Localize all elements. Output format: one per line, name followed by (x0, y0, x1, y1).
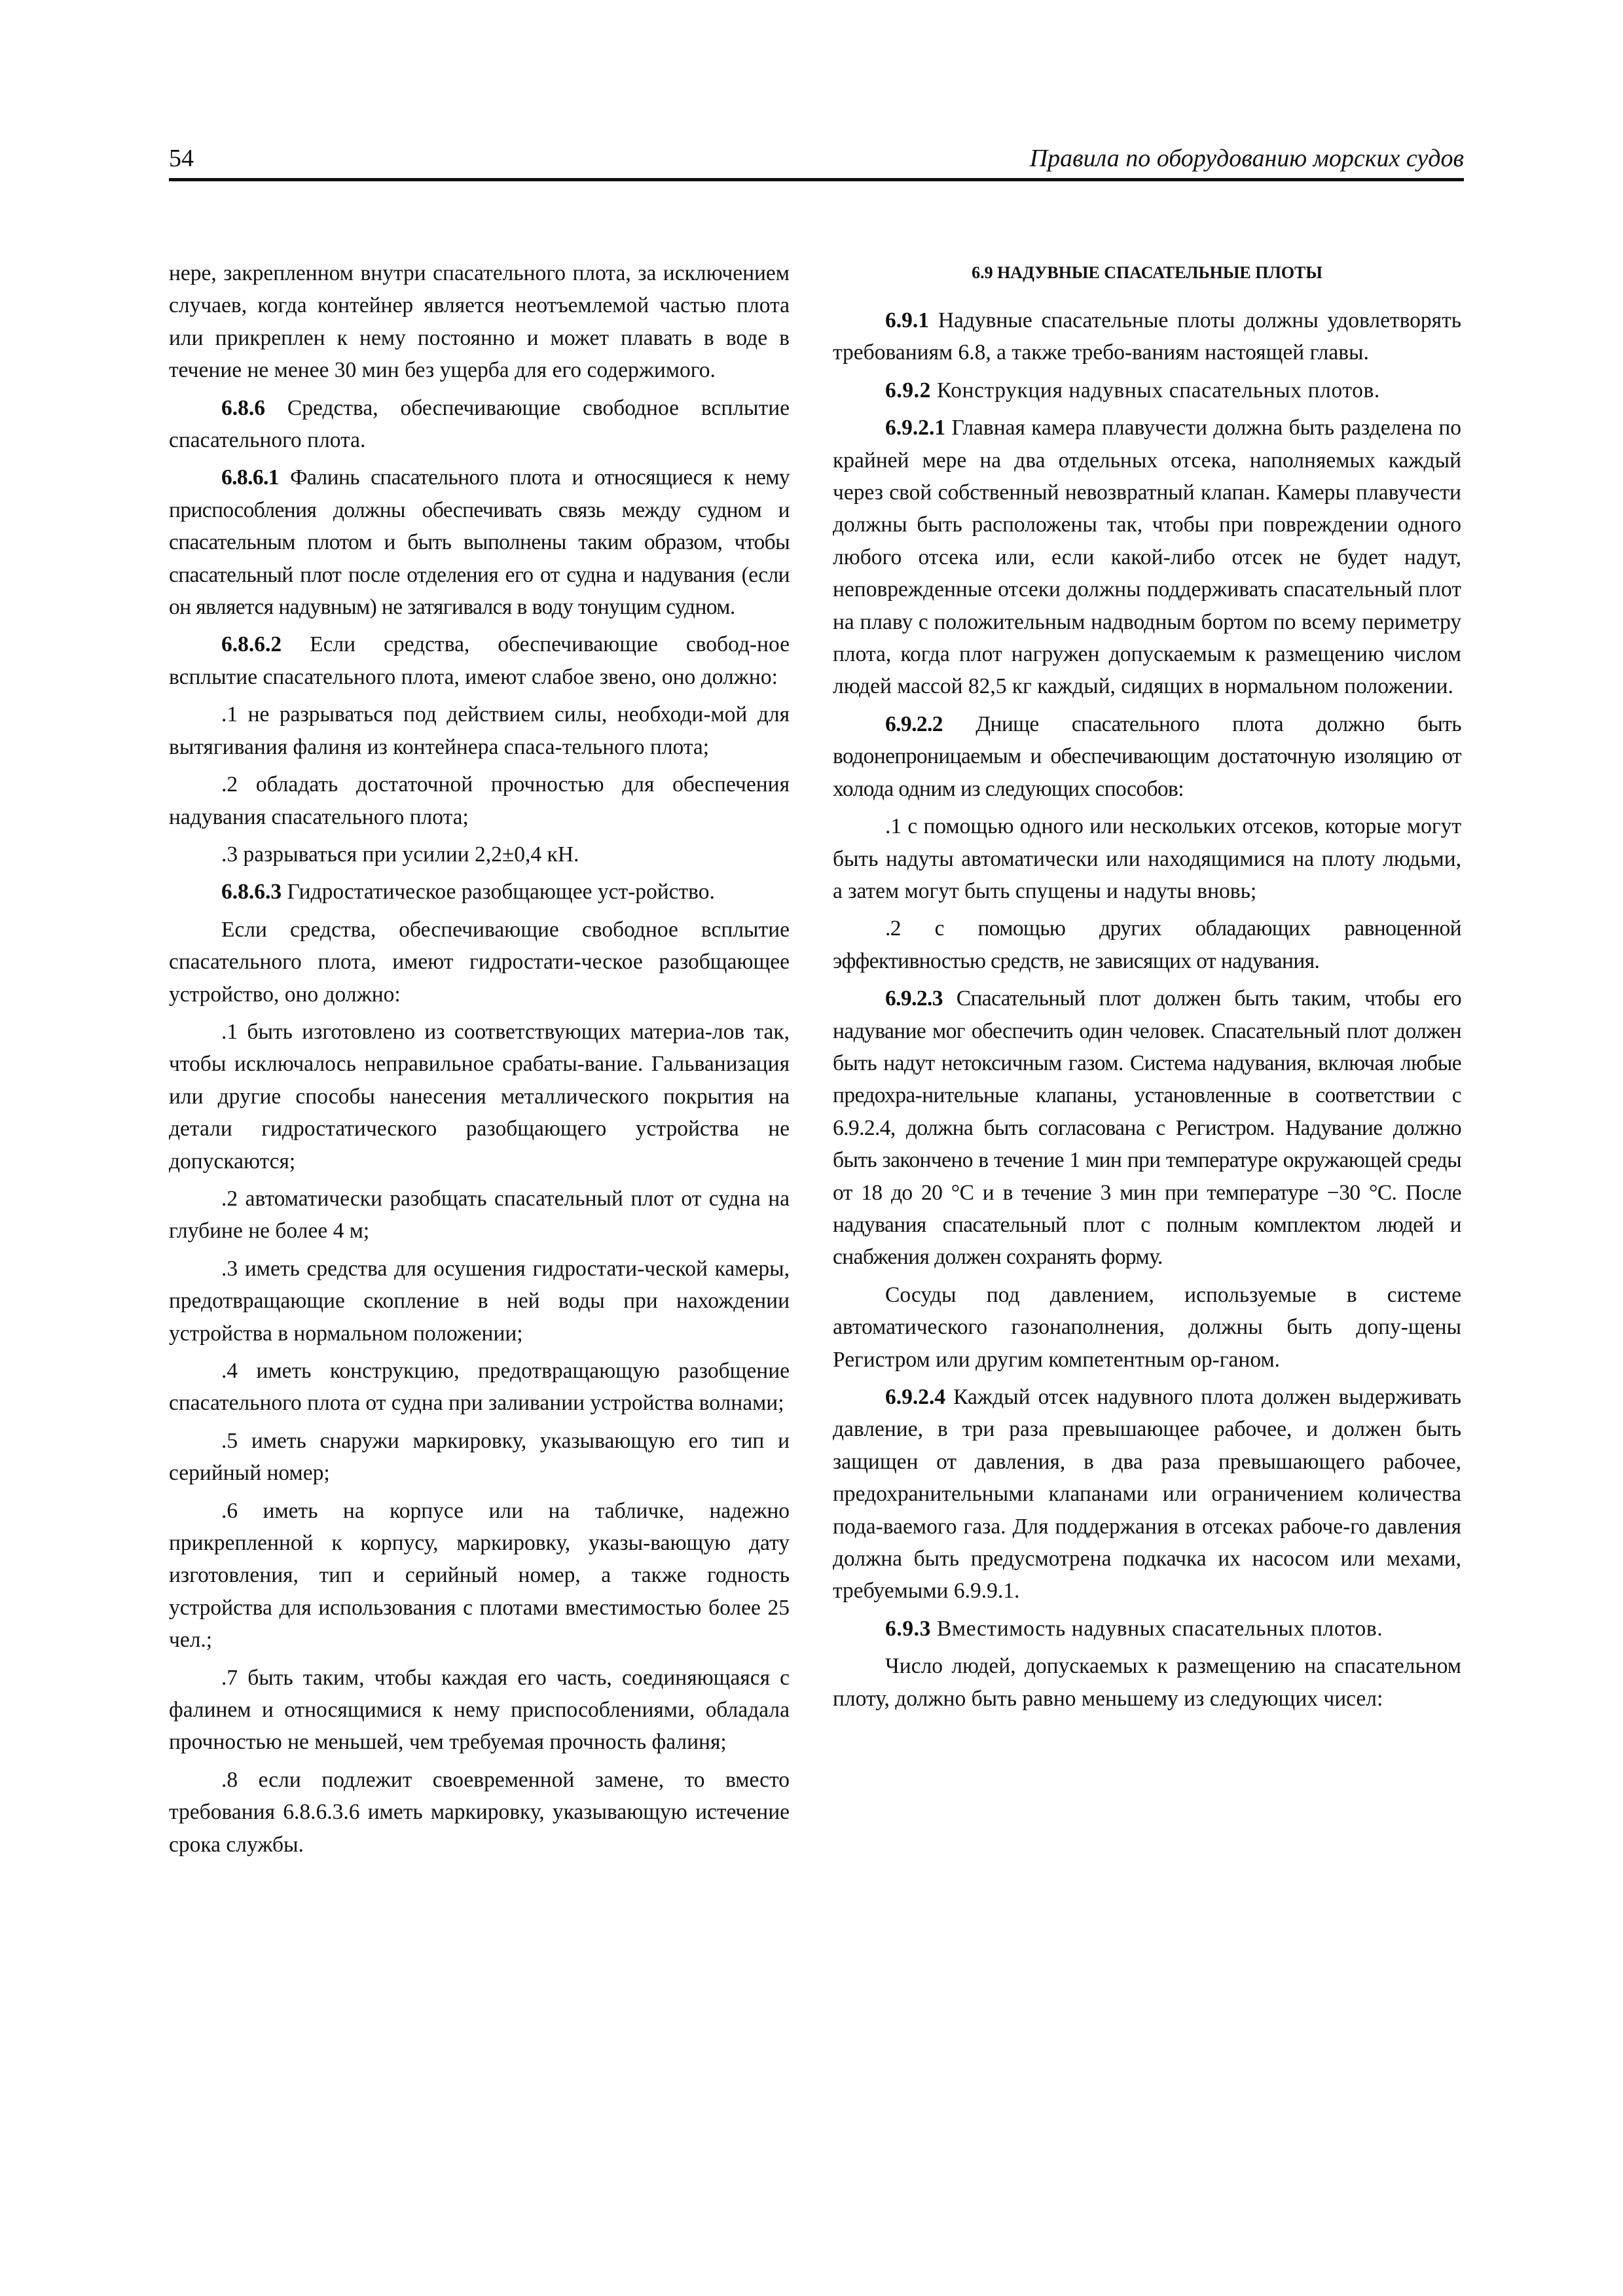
paragraph-text: Днище спасательного плота должно быть водонепроницаемым и обеспечивающим достаточную изоляцию от холода одним из следующих способов: (833, 711, 1461, 801)
paragraph (833, 708, 1461, 805)
page-number: 54 (169, 145, 194, 172)
list-item: .2 обладать достаточной прочностью для обеспечения надувания спасательного плота; (169, 772, 790, 829)
clause-number: 6.8.6 (221, 395, 265, 420)
paragraph (833, 374, 1461, 406)
paragraph-text: Каждый отсек надувного плота должен выдерживать давление, в три раза превышающее рабочее, и должен быть защищен от давления, в два раза превышающего рабочее, предохранительными клапанами или ограничением количества пода-ваемого газа. Для поддержания в отсеках рабоче-го давления должна быть предусмотрена подкачка их насосом или мехами, требуемыми 6.9.9.1. (833, 1385, 1461, 1604)
list-item: .1 быть изготовлено из соответствующих материа-лов так, чтобы исключалось неправильное срабаты-вание. Гальванизация или другие способы нанесения металлического покрытия на детали гидростатического разобщающего устройства не допускаются; (169, 1019, 790, 1174)
paragraph-text: Конструкция надувных спасательных плотов. (936, 378, 1380, 403)
clause-number: 6.9.1 (885, 308, 929, 332)
paragraph: Если средства, обеспечивающие свободное всплытие спасательного плота, имеют гидростати-ческое разобщающее устройство, оно должно: (169, 917, 790, 1007)
clause-number: 6.9.2.3 (885, 986, 943, 1011)
paragraph (833, 412, 1461, 703)
clause-number: 6.9.2 (885, 378, 931, 403)
list-item: .6 иметь на корпусе или на табличке, надежно прикрепленной к корпусу, маркировку, указы-вающую дату изготовления, тип и серийный номер, а также годность устройства для использования с плотами вместимостью более 25 чел.; (169, 1498, 790, 1653)
paragraph-text: Вместимость надувных спасательных плотов. (936, 1616, 1383, 1641)
clause-number: 6.9.3 (885, 1616, 931, 1641)
paragraph-text: Фалинь спасательного плота и относящиеся к нему приспособления должны обеспечивать связь между судном и спасательным плотом и быть выполнены таким образом, чтобы спасательный плот после отделения его от судна и надувания (если он является надувным) не затягивался в воду тонущим судном. (169, 465, 790, 620)
list-item: .5 иметь снаружи маркировку, указывающую его тип и серийный номер; (169, 1428, 790, 1486)
page-header (169, 145, 1464, 183)
running-title: Правила по оборудованию морских судов (1029, 145, 1464, 172)
section-heading: 6.9 НАДУВНЫЕ СПАСАТЕЛЬНЫЕ ПЛОТЫ (972, 263, 1322, 282)
list-item: .8 если подлежит своевременной замене, то вместо требования 6.8.6.3.6 иметь маркировку, указывающую истечение срока службы. (169, 1767, 790, 1857)
left-column (169, 257, 790, 1861)
paragraph: Сосуды под давлением, используемые в системе автоматического газонаполнения, должны быть допу-щены Регистром или другим компетентным ор-ганом. (833, 1282, 1461, 1372)
list-item: .3 разрываться при усилии 2,2±0,4 кН. (221, 842, 579, 867)
clause-number: 6.8.6.2 (221, 632, 282, 657)
paragraph: Число людей, допускаемых к размещению на спасательном плоту, должно быть равно меньшему из следующих чисел: (833, 1654, 1461, 1711)
clause-number: 6.9.2.4 (885, 1385, 946, 1409)
list-item: .4 иметь конструкцию, предотвращающую разобщение спасательного плота от судна при заливании устройства волнами; (169, 1359, 790, 1416)
paragraph-text: Гидростатическое разобщающее уст-ройство. (287, 880, 715, 905)
paragraph (833, 982, 1461, 1274)
paragraph (833, 304, 1461, 369)
paragraph-text: Надувные спасательные плоты должны удовлетворять требованиям 6.8, а также требо-ваниям настоящей главы. (833, 308, 1461, 365)
clause-number: 6.8.6.1 (221, 465, 279, 490)
clause-number: 6.9.2.1 (885, 416, 946, 440)
paragraph (169, 876, 790, 908)
paragraph-text: Средства, обеспечивающие свободное всплытие спасательного плота. (169, 395, 790, 453)
right-column (833, 257, 1461, 1715)
paragraph-text: Главная камера плавучести должна быть разделена по крайней мере на два отдельных отсека, наполняемых каждый через свой собственный невозвратный клапан. Камеры плавучести должны быть расположены так, чтобы при повреждении одного любого отсека или, если какой-либо отсек не будет надут, неповрежденные отсеки должны поддерживать спасательный плот на плаву с положительным надводным бортом по всему периметру плота, когда плот нагружен допускаемым к размещению числом людей массой 82,5 кг каждый, сидящих в нормальном положении. (833, 416, 1461, 699)
paragraph (833, 1381, 1461, 1607)
paragraph-text: Если средства, обеспечивающие свобод-ное всплытие спасательного плота, имеют слабое звено, оно должно: (169, 632, 790, 689)
header-rule (169, 178, 1464, 181)
clause-number: 6.8.6.3 (221, 880, 282, 905)
paragraph (169, 628, 790, 693)
paragraph (169, 392, 790, 457)
list-item: .3 иметь средства для осушения гидростати-ческой камеры, предотвращающие скопление в ней воды при нахождении устройства в нормальном положении; (169, 1256, 790, 1346)
list-item: .2 автоматически разобщать спасательный плот от судна на глубине не более 4 м; (169, 1186, 790, 1244)
list-item: .7 быть таким, чтобы каждая его часть, соединяющаяся с фалинем и относящимися к нему приспособлениями, обладала прочностью не меньшей, чем требуемая прочность фалиня; (169, 1665, 790, 1755)
clause-number: 6.9.2.2 (885, 711, 943, 736)
paragraph: нере, закрепленном внутри спасательного плота, за исключением случаев, когда контейнер является неотъемлемой частью плота или прикреплен к нему постоянно и может плавать в воде в течение не менее 30 мин без ущерба для его содержимого. (169, 261, 790, 383)
paragraph (833, 1613, 1461, 1645)
list-item: .1 не разрываться под действием силы, необходи-мой для вытягивания фалиня из контейнера спаса-тельного плота; (169, 702, 790, 759)
paragraph (169, 461, 790, 623)
list-item: .1 с помощью одного или нескольких отсеков, которые могут быть надуты автоматически или находящимися на плоту людьми, а затем могут быть спущены и надуты вновь; (833, 814, 1461, 903)
paragraph-text: Спасательный плот должен быть таким, чтобы его надувание мог обеспечить один человек. Спасательный плот должен быть надут нетоксичным газом. Система надувания, включая любые предохра-нительные клапаны, установленные в соответствии с 6.9.2.4, должна быть согласована с Регистром. Надувание должно быть закончено в течение 1 мин при температуре окружающей среды от 18 до 20 °С и в течение 3 мин при температуре −30 °С. После надувания спасательный плот с полным комплектом людей и снабжения должен сохранять форму. (833, 986, 1461, 1270)
list-item: .2 с помощью других обладающих равноценной эффективностью средств, не зависящих от надувания. (833, 916, 1461, 973)
